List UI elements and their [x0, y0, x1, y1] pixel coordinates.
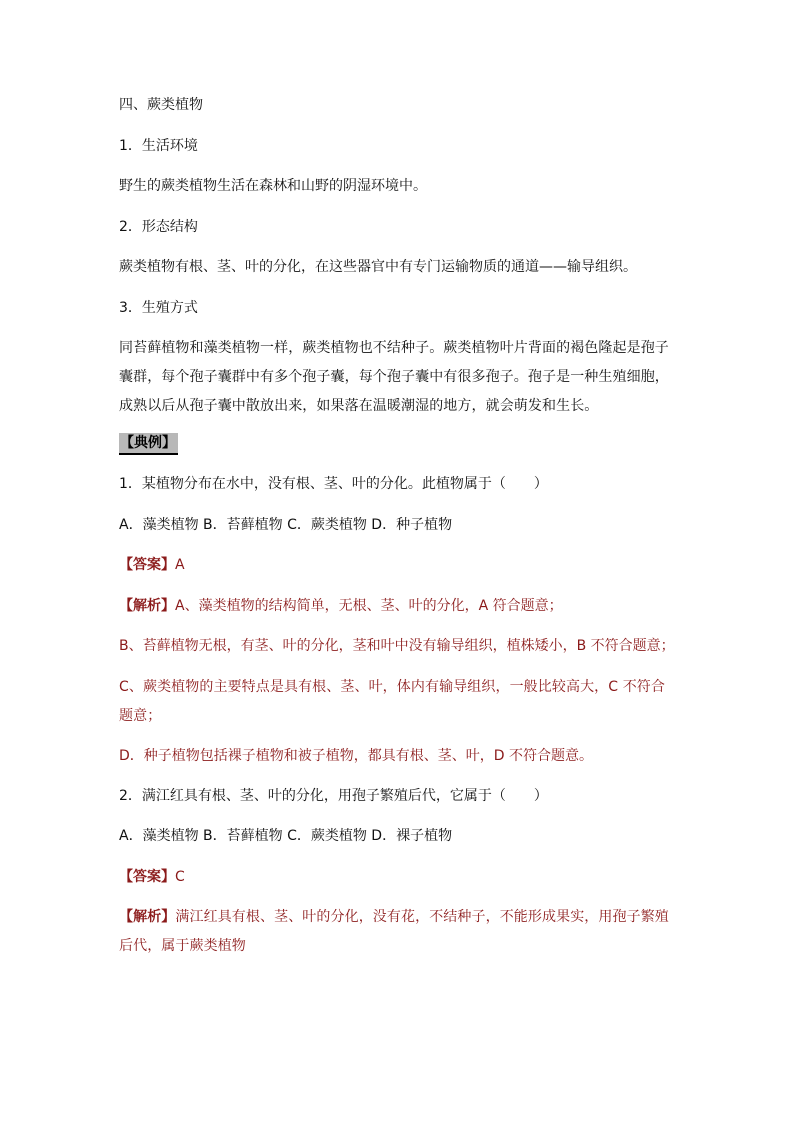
q2-answer-line [119, 867, 679, 887]
sub1-title: 1．生活环境 [119, 138, 198, 154]
q2-answer-value: C [175, 869, 185, 885]
section-heading: 四、蕨类植物 [119, 97, 203, 113]
example-tag: 【典例】 [119, 433, 178, 455]
q1-analysis-line [119, 596, 679, 616]
sub3-title: 3．生殖方式 [119, 300, 198, 316]
sub2-text: 蕨类植物有根、茎、叶的分化，在这些器官中有专门运输物质的通道——输导组织。 [119, 259, 637, 275]
q2-analysis-label: 【解析】 [119, 909, 176, 925]
q2-analysis-line [119, 903, 675, 961]
sub3-text: 同苔藓植物和藻类植物一样，蕨类植物也不结种子。蕨类植物叶片背面的褐色隆起是孢子囊群，每个孢子囊群中有多个孢子囊，每个孢子囊中有很多孢子。孢子是一种生殖细胞，成熟以后从孢子囊中散放出来，如果落在温暖潮湿的地方，就会萌发和生长。 [119, 340, 669, 414]
sub1-text: 野生的蕨类植物生活在森林和山野的阴湿环境中。 [119, 178, 427, 194]
q1-answer-line [119, 555, 679, 575]
q1-options: A．藻类植物 B．苔藓植物 C．蕨类植物 D．种子植物 [119, 517, 453, 533]
q2-answer-label: 【答案】 [119, 869, 175, 885]
q1-analysis-b: B、苔藓植物无根，有茎、叶的分化，茎和叶中没有输导组织，植株矮小，B 不符合题意； [119, 638, 675, 654]
sub2-title: 2．形态结构 [119, 219, 198, 235]
q1-analysis-c: C、蕨类植物的主要特点是具有根、茎、叶，体内有输导组织，一般比较高大，C 不符合题意； [119, 679, 665, 724]
q2-stem: 2．满江红具有根、茎、叶的分化，用孢子繁殖后代，它属于（ ） [119, 788, 548, 804]
q1-answer-label: 【答案】 [119, 557, 175, 573]
q1-analysis-label: 【解析】 [119, 598, 175, 614]
q1-answer-value: A [175, 557, 185, 573]
q1-stem: 1．某植物分布在水中，没有根、茎、叶的分化。此植物属于（ ） [119, 476, 548, 492]
q1-analysis-d: D．种子植物包括裸子植物和被子植物，都具有根、茎、叶，D 不符合题意。 [119, 748, 594, 764]
q1-analysis-a: A、藻类植物的结构简单，无根、茎、叶的分化，A 符合题意； [175, 598, 563, 614]
q2-analysis-text: 满江红具有根、茎、叶的分化，没有花，不结种子，不能形成果实，用孢子繁殖后代，属于蕨类植物 [119, 909, 669, 954]
q2-options: A．藻类植物 B．苔藓植物 C．蕨类植物 D．裸子植物 [119, 828, 453, 844]
